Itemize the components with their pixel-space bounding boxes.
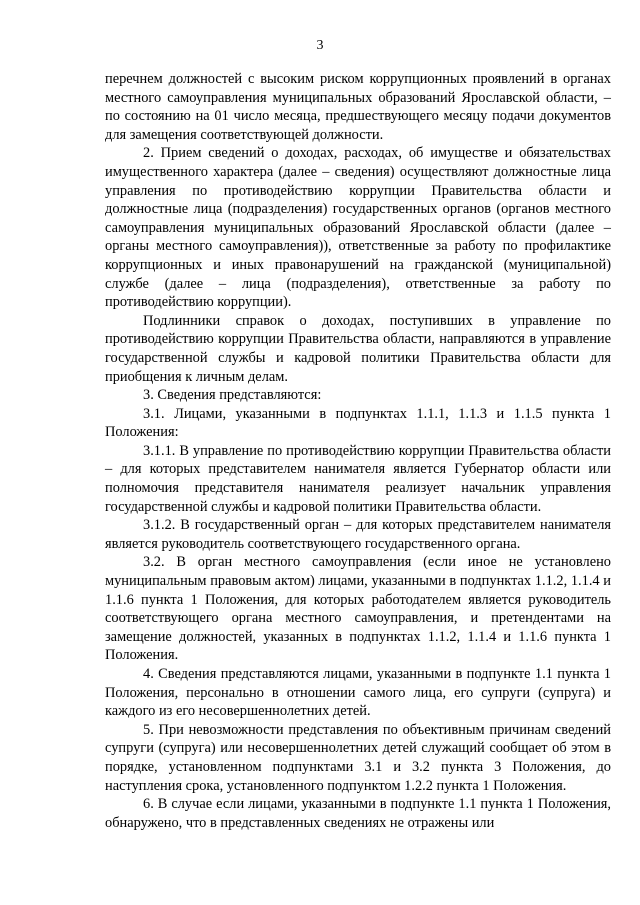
- paragraph-5: 5. При невозможности представления по объективным причинам сведений супруги (супруга) или несовершеннолетних детей служащий сообщает об этом в порядке, установленном подпунктами 3.1 и 3.2 пункта 3 Положения, до наступления срока, установленного подпунктом 1.2.2 пункта 1 Положения.: [105, 721, 611, 794]
- paragraph-3-1: 3.1. Лицами, указанными в подпунктах 1.1.1, 1.1.3 и 1.1.5 пункта 1 Положения:: [105, 405, 611, 441]
- paragraph-6: 6. В случае если лицами, указанными в подпункте 1.1 пункта 1 Положения, обнаружено, что в представленных сведениях не отражены или: [105, 796, 611, 831]
- paragraph-continuation: перечнем должностей с высоким риском коррупционных проявлений в органах местного самоуправления муниципальных образований Ярославской области, – по состоянию на 01 число месяца, предшествующего месяцу подачи документов для замещения соответствующей должности.: [105, 71, 611, 143]
- page-number: 3: [316, 38, 324, 53]
- paragraph-2: 2. Прием сведений о доходах, расходах, об имуществе и обязательствах имущественного характера (далее – сведения) осуществляют должностные лица управления по противодействию коррупции Правительства области и должностные лица (подразделения) государственных органов (органов местного самоуправления муниципальных образований Ярославской области (далее – органы местного самоуправления)), ответственные за работу по профилактике коррупционных и иных правонарушений на гражданской (муниципальной) службе (далее – лица (подразделения), ответственные за работу по противодействию коррупции).: [105, 145, 611, 311]
- document-body: [105, 70, 611, 832]
- paragraph-3: 3. Сведения представляются:: [143, 387, 322, 404]
- paragraph-originals: Подлинники справок о доходах, поступивших в управление по противодействию коррупции Правительства области, направляются в управление государственной службы и кадровой политики Правительства области для приобщения к личным делам.: [105, 312, 611, 385]
- paragraph-3-1-2: 3.1.2. В государственный орган – для которых представителем нанимателя является руководитель соответствующего государственного органа.: [105, 517, 611, 552]
- paragraph-4: 4. Сведения представляются лицами, указанными в подпункте 1.1 пункта 1 Положения, персонально в отношении самого лица, его супруги (супруга) и каждого из его несовершеннолетних детей.: [105, 666, 611, 720]
- paragraph-3-2: 3.2. В орган местного самоуправления (если иное не установлено муниципальным правовым актом) лицами, указанными в подпунктах 1.1.2, 1.1.4 и 1.1.6 пункта 1 Положения, для которых работодателем является руководитель соответствующего органа местного самоуправления, и претендентами на замещение должностей, указанных в подпунктах 1.1.2, 1.1.4 и 1.1.6 пункта 1 Положения.: [105, 554, 611, 664]
- paragraph-3-1-1: 3.1.1. В управление по противодействию коррупции Правительства области – для которых представителем нанимателя является Губернатор области или полномочия представителя нанимателя реализует начальник управления государственной службы и кадровой политики Правительства области.: [105, 442, 611, 515]
